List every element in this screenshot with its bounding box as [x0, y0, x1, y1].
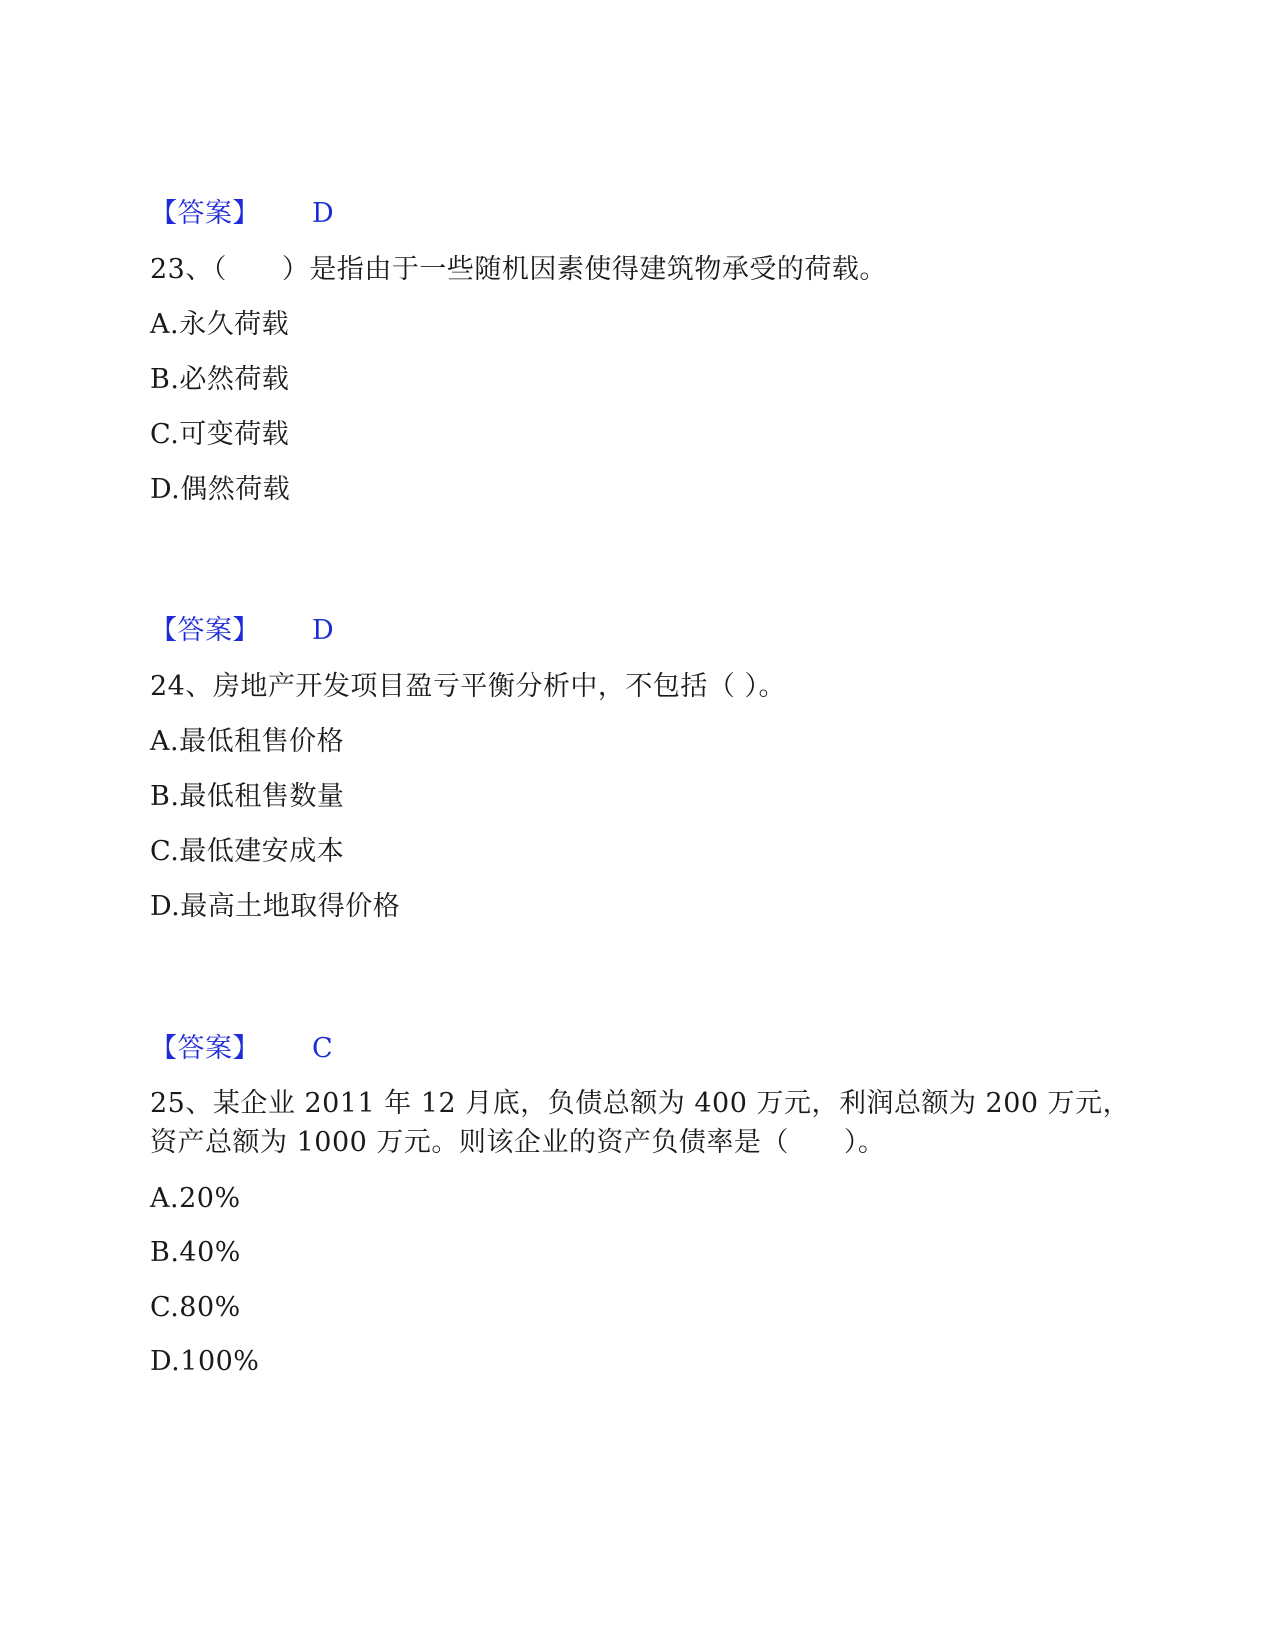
- option-c: C.80%: [150, 1292, 241, 1323]
- option-c: C.可变荷载: [150, 419, 290, 450]
- option-d: D.最高土地取得价格: [150, 891, 401, 922]
- option-b: B.40%: [150, 1237, 241, 1268]
- option-d: D.偶然荷载: [150, 474, 291, 505]
- question-text: 23、（ ）是指由于一些随机因素使得建筑物承受的荷载。: [150, 254, 887, 285]
- option-b: B.最低租售数量: [150, 781, 345, 812]
- answer-value: C: [312, 1033, 334, 1064]
- question-text-line2: 资产总额为 1000 万元。则该企业的资产负债率是（ ）。: [150, 1127, 886, 1158]
- answer-line: [150, 614, 334, 648]
- answer-label: 【答案】: [150, 198, 260, 229]
- question-text: 24、房地产开发项目盈亏平衡分析中，不包括（ ）。: [150, 671, 786, 702]
- option-a: A.最低租售价格: [150, 726, 345, 757]
- option-a: A.20%: [150, 1183, 241, 1214]
- answer-label: 【答案】: [150, 615, 260, 646]
- answer-line: [150, 1032, 333, 1066]
- answer-label: 【答案】: [150, 1033, 260, 1064]
- answer-value: D: [312, 198, 335, 229]
- question-text-line1: 25、某企业 2011 年 12 月底，负债总额为 400 万元，利润总额为 200 万元，: [150, 1088, 1131, 1119]
- answer-line: [150, 197, 334, 231]
- option-a: A.永久荷载: [150, 309, 290, 340]
- option-d: D.100%: [150, 1346, 260, 1377]
- option-c: C.最低建安成本: [150, 836, 345, 867]
- option-b: B.必然荷载: [150, 364, 290, 395]
- answer-value: D: [312, 615, 335, 646]
